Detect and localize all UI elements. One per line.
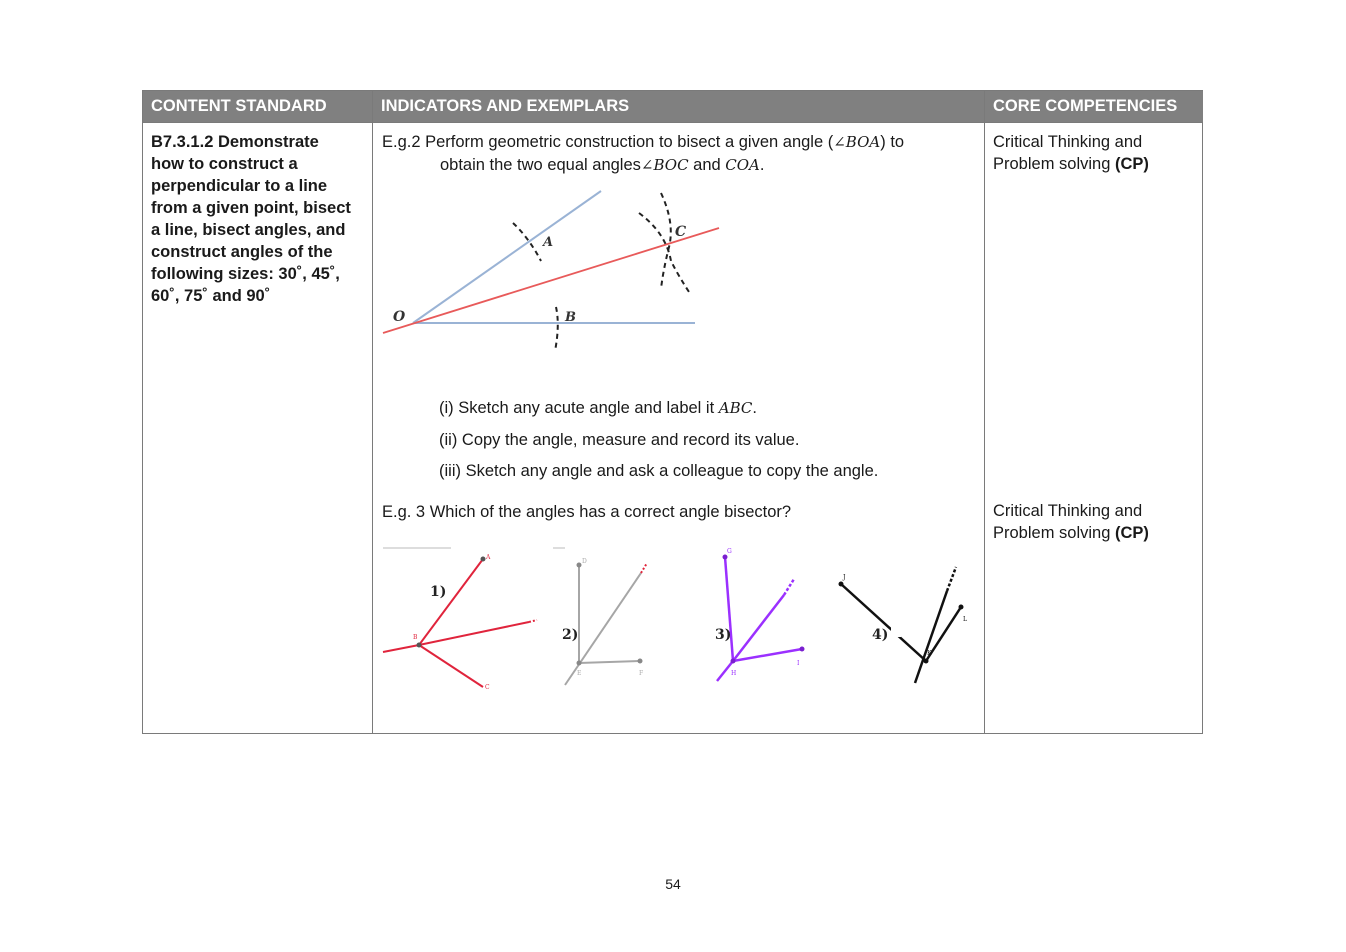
figure-3 bbox=[715, 548, 805, 681]
arc-at-b bbox=[555, 307, 558, 351]
column-divider bbox=[372, 91, 373, 733]
fig1-bisector-dashed bbox=[529, 620, 537, 622]
fig4-label-k: K bbox=[927, 650, 932, 657]
fig3-bisector-dashed bbox=[784, 579, 794, 595]
fig1-ray-ba bbox=[419, 559, 483, 645]
competency-1 bbox=[993, 131, 1198, 175]
competency-2 bbox=[993, 500, 1198, 544]
angle-bisector-figures bbox=[379, 541, 979, 691]
fig2-point-e bbox=[577, 661, 582, 666]
fig2-label-d: D bbox=[582, 558, 587, 565]
label-c: C bbox=[675, 224, 687, 240]
label-o: O bbox=[393, 309, 406, 325]
competency-line: Critical Thinking and bbox=[993, 502, 1143, 520]
header-indicators: INDICATORS AND EXEMPLARS bbox=[373, 91, 985, 122]
fig3-number: 3) bbox=[715, 627, 732, 643]
competency-text: Problem solving bbox=[993, 155, 1115, 173]
fig4-ray-kj bbox=[841, 584, 926, 661]
competency-code: (CP) bbox=[1114, 155, 1149, 173]
angle-boc: ∠BOC bbox=[640, 156, 689, 174]
fig3-point-i bbox=[800, 647, 805, 652]
competency-line bbox=[993, 153, 1198, 175]
task-ii: (ii) Copy the angle, measure and record its value. bbox=[439, 431, 800, 449]
eg2-text: E.g.2 Perform geometric construction to bisect a given angle ( bbox=[382, 133, 834, 151]
fig2-bisector-dashed bbox=[641, 563, 647, 573]
angle-bisector-construction-diagram bbox=[379, 183, 729, 353]
fig3-point-g bbox=[723, 555, 728, 560]
eg3-question: E.g. 3 Which of the angles has a correct angle bisector? bbox=[382, 503, 792, 521]
figure-1 bbox=[383, 554, 537, 691]
fig4-bisector-dashed bbox=[947, 567, 956, 591]
fig3-point-h bbox=[731, 659, 736, 664]
content-standard-text: B7.3.1.2 Demonstrate how to construct a perpendicular to a line from a given point, bisect a line, bisect angles, and construct angles of the following sizes: 30˚, 45˚, 60˚, 75˚ and 90˚ bbox=[151, 133, 351, 305]
header-core-competencies: CORE COMPETENCIES bbox=[985, 91, 1203, 122]
angle-coa: COA bbox=[725, 156, 760, 174]
figure-2 bbox=[562, 558, 647, 685]
fig4-label-l: L bbox=[963, 616, 967, 623]
eg2-line2 bbox=[440, 154, 980, 176]
fig1-number: 1) bbox=[430, 584, 447, 600]
fig2-point-d bbox=[577, 563, 582, 568]
label-a: A bbox=[543, 235, 554, 250]
competency-text: Problem solving bbox=[993, 524, 1115, 542]
task-i-text: (i) Sketch any acute angle and label it bbox=[439, 399, 719, 417]
fig1-label-a: A bbox=[486, 554, 491, 561]
eg2-text: . bbox=[759, 156, 765, 174]
fig4-number: 4) bbox=[872, 627, 889, 643]
angle-abc: ABC bbox=[718, 399, 753, 417]
fig1-bisector bbox=[419, 622, 529, 645]
fig3-label-i: I bbox=[797, 660, 800, 667]
task-i bbox=[439, 397, 757, 419]
fig3-ray-hi bbox=[733, 649, 802, 661]
column-divider bbox=[984, 91, 985, 733]
competency-line: Critical Thinking and bbox=[993, 133, 1143, 151]
eg2-text: and bbox=[688, 156, 726, 174]
fig1-point-b bbox=[417, 643, 422, 648]
fig4-point-j bbox=[839, 582, 844, 587]
fig1-extension bbox=[383, 645, 419, 652]
fig3-label-g: G bbox=[727, 548, 732, 555]
fig2-number: 2) bbox=[562, 627, 579, 643]
fig1-ray-bc bbox=[419, 645, 483, 687]
fig2-label-e: E bbox=[577, 670, 582, 677]
curriculum-table bbox=[142, 90, 1203, 734]
fig3-bisector bbox=[733, 595, 784, 661]
competency-line bbox=[993, 522, 1198, 544]
eg2-text: ) to bbox=[880, 133, 905, 151]
competency-code: (CP) bbox=[1114, 524, 1149, 542]
fig1-label-c: C bbox=[485, 684, 490, 691]
fig4-point-l bbox=[959, 605, 964, 610]
fig4-label-j: J bbox=[843, 574, 846, 581]
figure-4 bbox=[839, 541, 980, 683]
fig4-label-bg bbox=[891, 623, 901, 637]
label-b: B bbox=[565, 310, 576, 325]
fig1-label-b: B bbox=[413, 634, 418, 641]
angle-boa: ∠BOA bbox=[833, 133, 881, 151]
header-content-standard: CONTENT STANDARD bbox=[143, 91, 373, 122]
eg2-text: obtain the two equal angles bbox=[440, 156, 641, 174]
fig1-point-a bbox=[481, 557, 486, 562]
page-number: 54 bbox=[665, 876, 681, 892]
task-i-text: . bbox=[752, 399, 757, 417]
fig3-ray-hg bbox=[725, 557, 733, 661]
fig2-ray-ef bbox=[579, 661, 640, 663]
fig2-point-f bbox=[638, 659, 643, 664]
fig3-label-h: H bbox=[731, 670, 737, 677]
fig4-point-k bbox=[924, 659, 929, 664]
fig2-label-f: F bbox=[639, 670, 644, 677]
task-iii: (iii) Sketch any angle and ask a colleague to copy the angle. bbox=[439, 462, 879, 480]
eg2-line1 bbox=[382, 131, 982, 153]
header-divider bbox=[143, 122, 1202, 123]
ray-oa bbox=[413, 191, 601, 323]
arc-from-a bbox=[661, 193, 671, 289]
